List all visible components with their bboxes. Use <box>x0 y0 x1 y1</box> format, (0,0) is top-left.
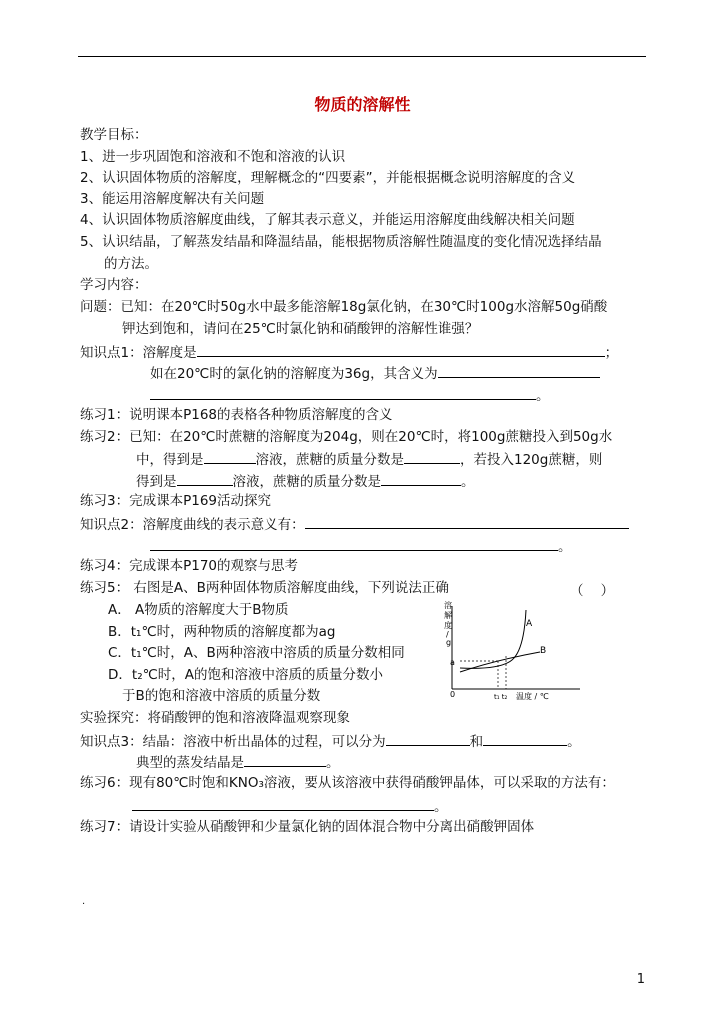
x-axis-label: 温度 / ℃ <box>516 692 549 701</box>
origin-label: 0 <box>450 690 456 699</box>
kp1-period: 。 <box>536 388 550 404</box>
content-heading: 学习内容： <box>80 277 148 293</box>
objectives-heading: 教学目标： <box>80 127 148 143</box>
kp1-blank-2[interactable] <box>438 363 600 378</box>
kp3-line2 <box>136 752 340 772</box>
ylabel-2: 解 <box>444 611 452 620</box>
ex2-text-b2: 溶液，蔗糖的质量分数是 <box>255 452 404 468</box>
stray-dot: . <box>82 896 86 907</box>
question-line1: 问题：已知：在20℃时50g水中最多能溶解18g氯化钠，在30℃时100g水溶解50g硝酸 <box>80 299 608 315</box>
ex6-period: 。 <box>434 799 448 815</box>
objective-4: 4、认识固体物质溶解度曲线，了解其表示意义，并能运用溶解度曲线解决相关问题 <box>80 212 575 228</box>
page-title: 物质的溶解性 <box>314 95 411 114</box>
kp2-blank-2[interactable] <box>150 536 558 551</box>
kp1-line2 <box>150 363 600 383</box>
option-d-cont: 于B的饱和溶液中溶质的质量分数 <box>122 688 321 704</box>
ex2-blank-1[interactable] <box>204 449 256 464</box>
page-number: 1 <box>636 972 645 987</box>
kp2-line2 <box>150 536 572 556</box>
kp1-label: 知识点1：溶解度是 <box>80 345 197 361</box>
exercise-2-line2 <box>136 449 602 469</box>
ex2-text-c1: 得到是 <box>136 474 177 490</box>
ylabel-3: 度 <box>444 621 452 630</box>
curve-b-label: B <box>540 646 547 656</box>
answer-parentheses[interactable]: （ ） <box>570 583 615 599</box>
ylabel-5: g <box>446 638 452 647</box>
t-labels: t₁ t₂ <box>494 693 508 701</box>
kp3-blank-1[interactable] <box>386 731 470 746</box>
kp2-label: 知识点2：溶解度曲线的表示意义有： <box>80 517 305 533</box>
curve-a-label: A <box>526 619 533 629</box>
kp1-semicolon: ； <box>604 345 619 361</box>
objective-5: 5、认识结晶，了解蒸发结晶和降温结晶，能根据物质溶解性随温度的变化情况选择结晶 <box>80 234 602 250</box>
option-b: B．t₁℃时，两种物质的溶解度都为ag <box>108 624 336 640</box>
objective-2: 2、认识固体物质的溶解度，理解概念的“四要素”，并能根据概念说明溶解度的含义 <box>80 170 576 186</box>
option-c: C．t₁℃时，A、B两种溶液中溶质的质量分数相同 <box>108 645 405 661</box>
exercise-6-line2 <box>132 796 448 816</box>
kp3-line1 <box>80 731 581 751</box>
option-d: D．t₂℃时，A的饱和溶液中溶质的质量分数小 <box>108 667 383 683</box>
exercise-5-stem: 练习5： 右图是A、B两种固体物质溶解度曲线，下列说法正确 <box>80 580 449 596</box>
objective-1: 1、进一步巩固饱和溶液和不饱和溶液的认识 <box>80 149 346 165</box>
exercise-3: 练习3：完成课本P169活动探究 <box>80 493 271 509</box>
kp1-blank-1[interactable] <box>197 342 605 357</box>
solubility-graph <box>440 596 590 706</box>
a-label: a <box>450 658 455 667</box>
exercise-7: 练习7：请设计实验从硝酸钾和少量氯化钠的固体混合物中分离出硝酸钾固体 <box>80 819 535 835</box>
experiment: 实验探究：将硝酸钾的饱和溶液降温观察现象 <box>80 710 350 726</box>
curve-b <box>460 652 540 672</box>
kp3-evap: 典型的蒸发结晶是 <box>136 755 244 771</box>
option-a: A． A物质的溶解度大于B物质 <box>108 602 289 618</box>
kp3-and: 和 <box>469 734 484 750</box>
ex2-text-c3: 。 <box>461 474 475 490</box>
objective-5-cont: 的方法。 <box>104 256 158 272</box>
kp2-line1 <box>80 514 629 534</box>
kp2-blank-1[interactable] <box>305 514 629 529</box>
header-rule <box>78 56 646 57</box>
kp1-example: 如在20℃时的氯化钠的溶解度为36g，其含义为 <box>150 366 438 382</box>
question-line2: 钾达到饱和，请问在25℃时氯化钠和硝酸钾的溶解性谁强？ <box>122 321 479 337</box>
kp1-line3 <box>150 385 550 405</box>
exercise-2-line1: 练习2：已知：在20℃时蔗糖的溶解度为204g，则在20℃时，将100g蔗糖投入到50g水 <box>80 429 613 445</box>
ex2-text-b1: 中，得到是 <box>136 452 204 468</box>
curve-a <box>460 610 526 668</box>
ex2-blank-3[interactable] <box>177 471 233 486</box>
ex2-text-b3: ，若投入120g蔗糖，则 <box>460 452 603 468</box>
exercise-6-line1: 练习6：现有80℃时饱和KNO₃溶液，要从该溶液中获得硝酸钾晶体，可以采取的方法有： <box>80 775 615 791</box>
kp3-blank-3[interactable] <box>244 752 326 767</box>
ex2-blank-4[interactable] <box>381 471 461 486</box>
kp2-period: 。 <box>558 539 572 555</box>
ylabel-4: / <box>446 630 449 639</box>
kp1-line1 <box>80 342 618 362</box>
ex2-blank-2[interactable] <box>404 449 460 464</box>
kp3-label: 知识点3：结晶：溶液中析出晶体的过程，可以分为 <box>80 734 386 750</box>
exercise-1: 练习1：说明课本P168的表格各种物质溶解度的含义 <box>80 407 393 423</box>
kp3-blank-2[interactable] <box>483 731 567 746</box>
kp3-period: 。 <box>567 734 581 750</box>
kp3-period-2: 。 <box>326 755 340 771</box>
ex6-blank[interactable] <box>132 796 434 811</box>
exercise-2-line3 <box>136 471 475 491</box>
kp1-blank-3[interactable] <box>150 385 536 400</box>
ex2-text-c2: 溶液，蔗糖的质量分数是 <box>232 474 381 490</box>
exercise-4: 练习4：完成课本P170的观察与思考 <box>80 558 298 574</box>
objective-3: 3、能运用溶解度解决有关问题 <box>80 191 265 207</box>
ylabel-1: 溶 <box>444 601 452 610</box>
